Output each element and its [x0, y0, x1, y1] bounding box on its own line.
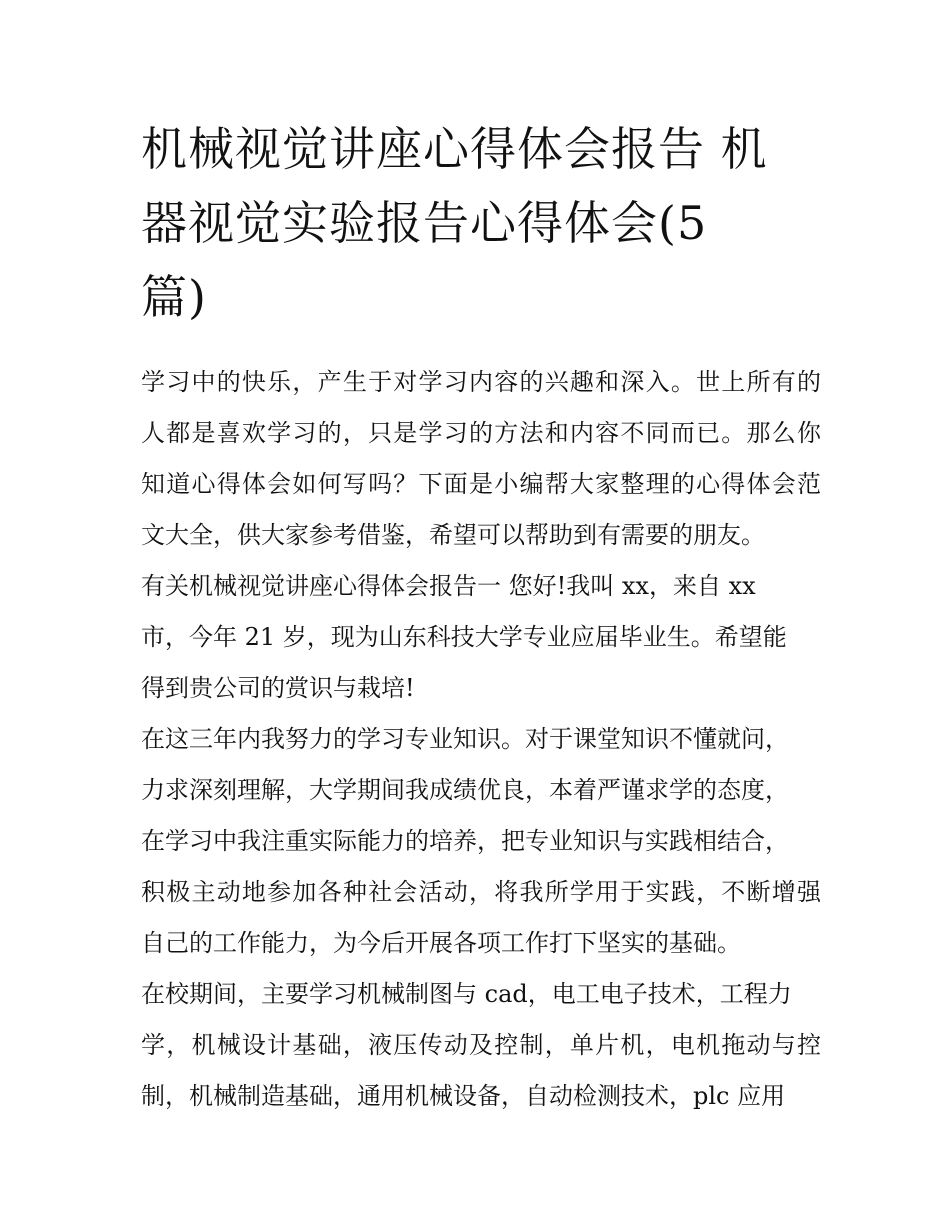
- title-line: 机械视觉讲座心得体会报告 机: [141, 122, 768, 176]
- body-line: 知道心得体会如何写吗？下面是小编帮大家整理的心得体会范: [141, 470, 821, 498]
- body-line: 积极主动地参加各种社会活动，将我所学用于实践，不断增强: [141, 878, 821, 906]
- title-line: 篇): [141, 270, 207, 324]
- body-line: 学习中的快乐，产生于对学习内容的兴趣和深入。世上所有的: [141, 368, 821, 396]
- body-line: 有关机械视觉讲座心得体会报告一 您好!我叫 xx，来自 xx: [141, 572, 756, 600]
- body-line: 自己的工作能力，为今后开展各项工作打下坚实的基础。: [141, 929, 741, 957]
- document-title: [141, 112, 821, 334]
- document-body: [141, 357, 821, 1122]
- body-line: 学，机械设计基础，液压传动及控制，单片机，电机拖动与控: [141, 1031, 821, 1059]
- body-line: 文大全，供大家参考借鉴，希望可以帮助到有需要的朋友。: [141, 521, 765, 549]
- body-line: 市，今年 21 岁，现为山东科技大学专业应届毕业生。希望能: [141, 623, 787, 651]
- document-content: [141, 112, 821, 1122]
- body-line: 力求深刻理解，大学期间我成绩优良，本着严谨求学的态度，: [141, 776, 789, 804]
- body-line: 得到贵公司的赏识与栽培!: [141, 674, 415, 702]
- body-line: 制，机械制造基础，通用机械设备，自动检测技术，plc 应用: [141, 1082, 786, 1110]
- body-line: 在校期间，主要学习机械制图与 cad，电工电子技术，工程力: [141, 980, 792, 1008]
- body-line: 在学习中我注重实际能力的培养，把专业知识与实践相结合，: [141, 827, 789, 855]
- body-line: 人都是喜欢学习的，只是学习的方法和内容不同而已。那么你: [141, 419, 821, 447]
- title-line: 器视觉实验报告心得体会(5: [141, 196, 708, 250]
- body-line: 在这三年内我努力的学习专业知识。对于课堂知识不懂就问，: [141, 725, 789, 753]
